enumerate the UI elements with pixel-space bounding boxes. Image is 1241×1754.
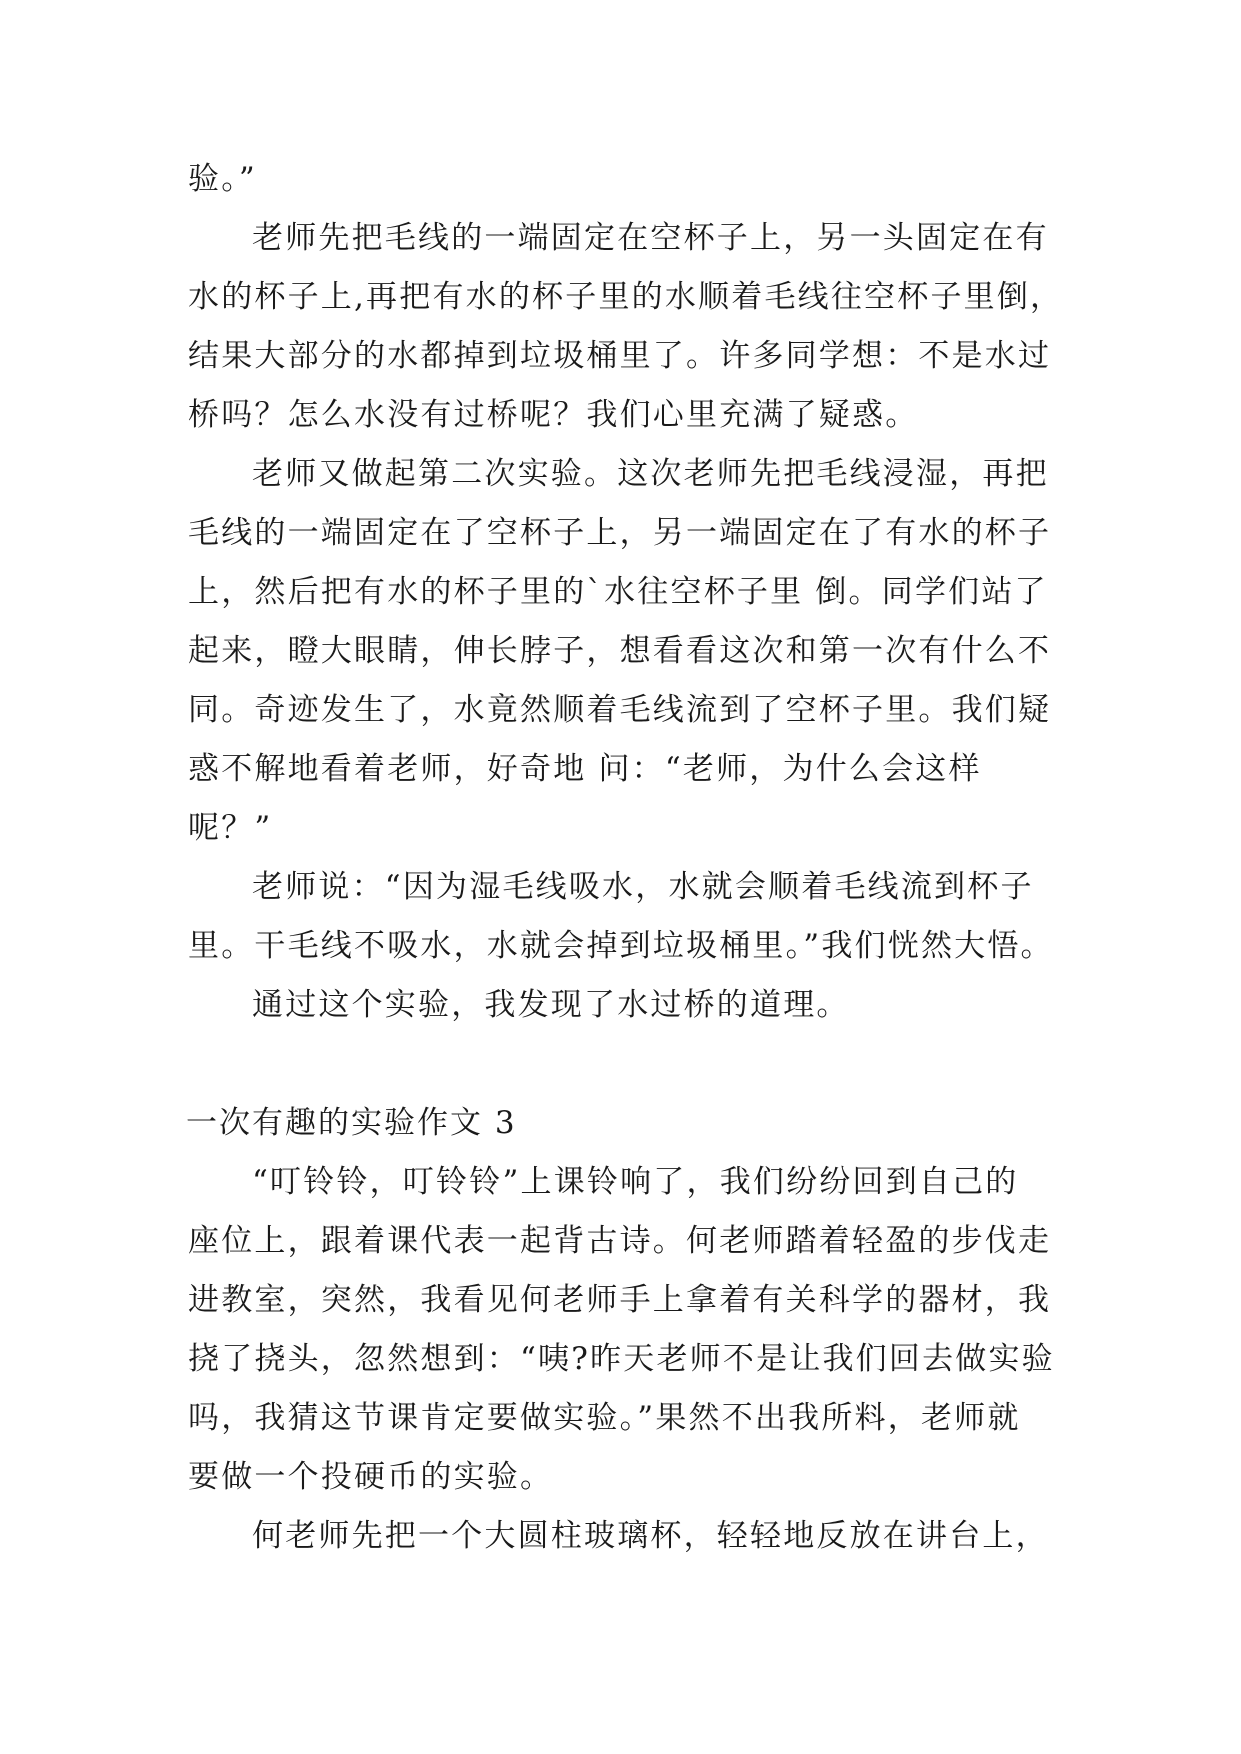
text-line: 何老师先把一个大圆柱玻璃杯，轻轻地反放在讲台上， [252,1518,1049,1554]
paragraph [188,1153,1068,1507]
text-line: 惑不解地看着老师，好奇地 问：“老师，为什么会这样 [188,751,982,787]
text-line: 老师先把毛线的一端固定在空杯子上，另一头固定在有 [252,220,1049,256]
essay-body-part-2 [188,1153,1068,1566]
paragraph [188,209,1068,445]
text-line: 座位上，跟着课代表一起背古诗。何老师踏着轻盈的步伐走 [188,1223,1052,1259]
text-line: 吗，我猜这节课肯定要做实验。”果然不出我所料，老师就 [188,1400,1021,1436]
text-line: 结果大部分的水都掉到垃圾桶里了。许多同学想：不是水过 [188,338,1052,374]
paragraph [188,150,1068,209]
paragraph [188,445,1068,858]
section-title: 一次有趣的实验作文 3 [186,1105,517,1141]
text-line: 要做一个投硬币的实验。 [188,1459,554,1495]
paragraph [188,858,1068,976]
text-line: 桥吗？怎么水没有过桥呢？我们心里充满了疑惑。 [188,397,919,433]
essay-body-part-1 [188,150,1068,1035]
text-line: “叮铃铃，叮铃铃”上课铃响了，我们纷纷回到自己的 [252,1164,1019,1200]
text-line: 上，然后把有水的杯子里的`水往空杯子里 倒。同学们站了 [188,574,1048,610]
section-gap [188,1035,1068,1094]
text-line: 通过这个实验，我发现了水过桥的道理。 [252,987,850,1023]
text-line: 同。奇迹发生了，水竟然顺着毛线流到了空杯子里。我们疑 [188,692,1052,728]
paragraph [188,1507,1068,1566]
text-line: 验。” [188,161,257,197]
text-line: 水的杯子上,再把有水的杯子里的水顺着毛线往空杯子里倒， [188,279,1064,315]
text-line: 老师又做起第二次实验。这次老师先把毛线浸湿，再把 [252,456,1049,492]
document-page [188,150,1068,1566]
text-line: 里。干毛线不吸水，水就会掉到垃圾桶里。”我们恍然大悟。 [188,928,1054,964]
text-line: 呢？” [188,810,273,846]
text-line: 毛线的一端固定在了空杯子上，另一端固定在了有水的杯子 [188,515,1052,551]
paragraph [188,976,1068,1035]
text-line: 起来，瞪大眼睛，伸长脖子，想看看这次和第一次有什么不 [188,633,1052,669]
text-line: 挠了挠头，忽然想到：“咦?昨天老师不是让我们回去做实验 [188,1341,1055,1377]
text-line: 老师说：“因为湿毛线吸水，水就会顺着毛线流到杯子 [252,869,1034,905]
text-line: 进教室，突然，我看见何老师手上拿着有关科学的器材，我 [188,1282,1052,1318]
